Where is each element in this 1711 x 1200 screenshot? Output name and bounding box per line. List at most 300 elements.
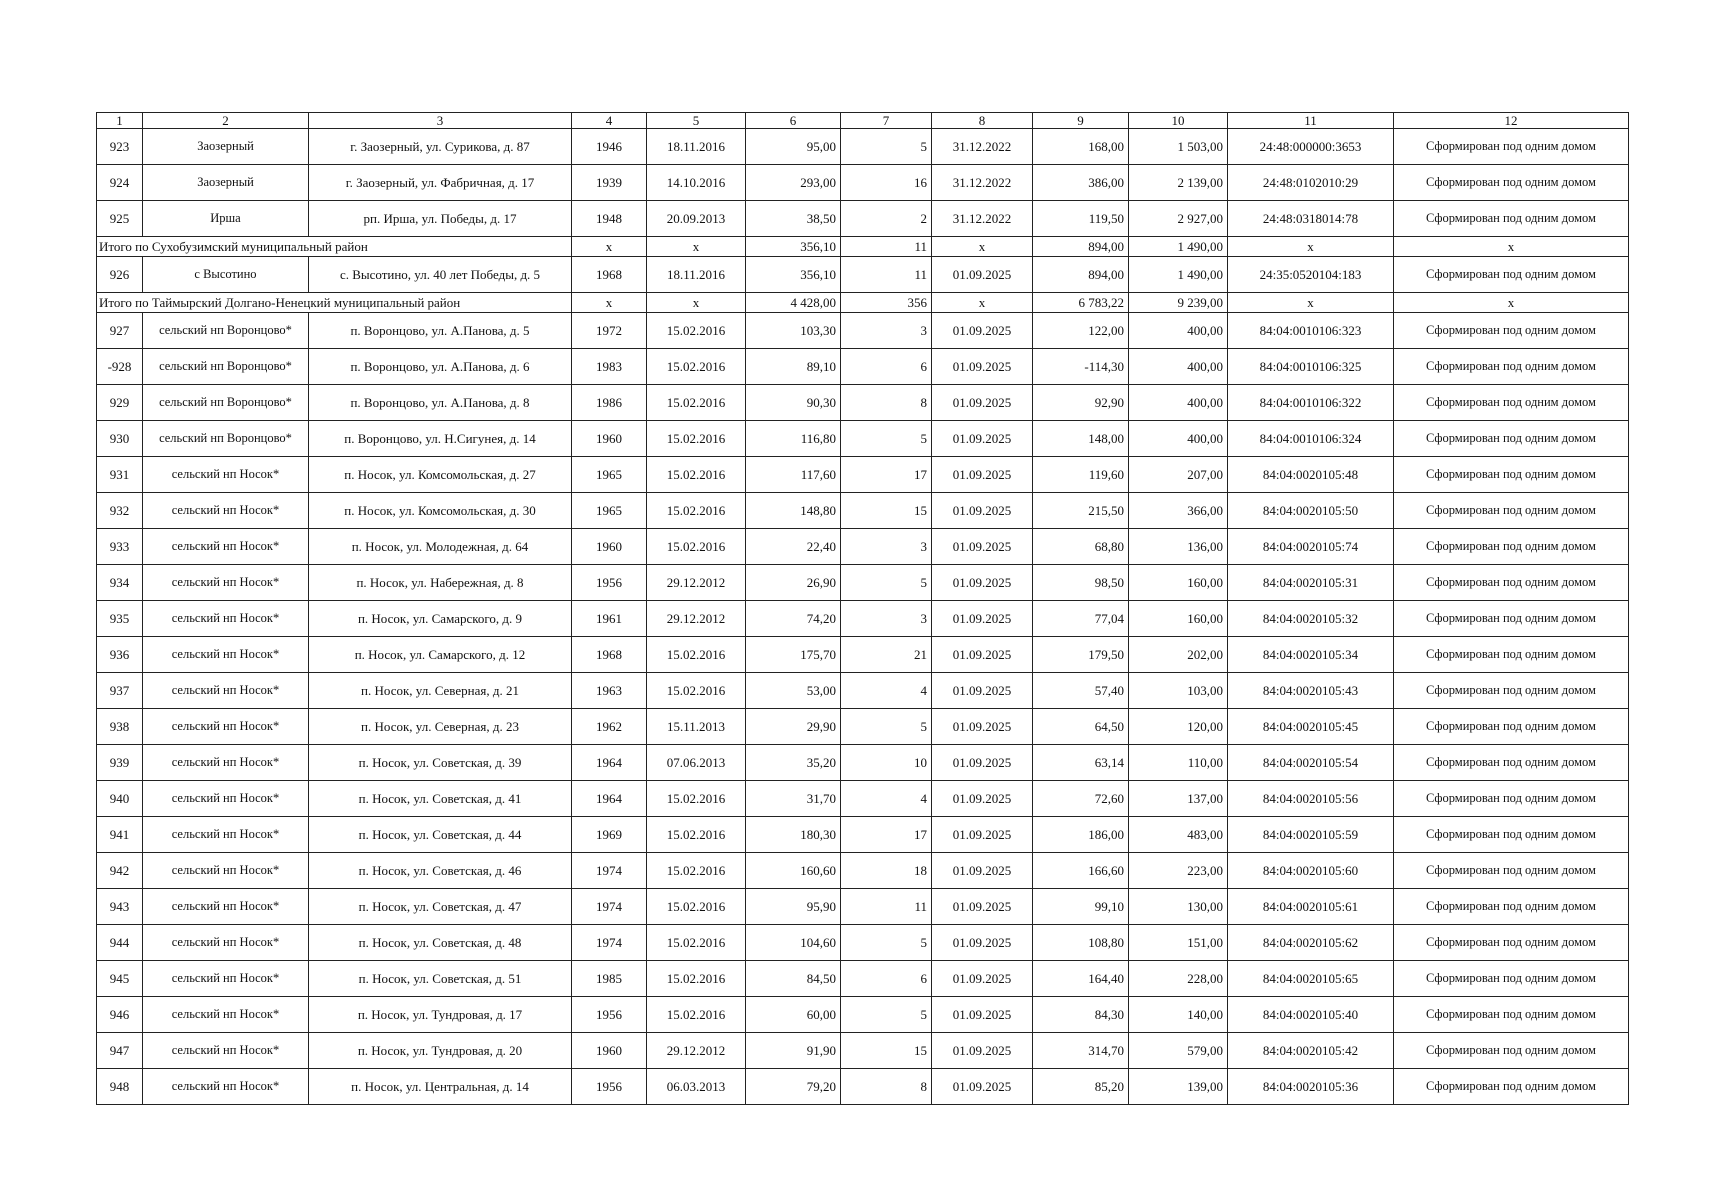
- cell-land-status: Сформирован под одним домом: [1394, 201, 1629, 237]
- cell-count: 16: [841, 165, 932, 201]
- cell-row-number: 946: [97, 997, 143, 1033]
- cell-row-number: 926: [97, 257, 143, 293]
- total-total-label: Итого по Таймырский Долгано-Ненецкий муниципальный район: [97, 293, 572, 313]
- cell-land-status: Сформирован под одним домом: [1394, 349, 1629, 385]
- table-row: [97, 1033, 1629, 1069]
- total-date: x: [647, 237, 746, 257]
- cell-address: п. Носок, ул. Советская, д. 47: [309, 889, 572, 925]
- cell-date: 15.02.2016: [647, 925, 746, 961]
- cell-build-year: 1974: [572, 925, 647, 961]
- column-number-11: 11: [1228, 113, 1394, 129]
- cell-area: 293,00: [746, 165, 841, 201]
- cell-deadline: 31.12.2022: [932, 201, 1033, 237]
- total-row: [97, 293, 1629, 313]
- cell-count: 11: [841, 257, 932, 293]
- cell-land-status: Сформирован под одним домом: [1394, 601, 1629, 637]
- column-number-5: 5: [647, 113, 746, 129]
- cell-row-number: 931: [97, 457, 143, 493]
- cell-area: 160,60: [746, 853, 841, 889]
- cell-row-number: 937: [97, 673, 143, 709]
- cell-build-year: 1985: [572, 961, 647, 997]
- cell-area: 89,10: [746, 349, 841, 385]
- cell-area: 103,30: [746, 313, 841, 349]
- cell-area: 31,70: [746, 781, 841, 817]
- cell-area: 175,70: [746, 637, 841, 673]
- total-cadastral-number: x: [1228, 293, 1394, 313]
- cell-count: 15: [841, 1033, 932, 1069]
- cell-area-total: 215,50: [1033, 493, 1129, 529]
- cell-build-year: 1968: [572, 257, 647, 293]
- cell-land-status: Сформирован под одним домом: [1394, 421, 1629, 457]
- cell-row-number: 933: [97, 529, 143, 565]
- cell-area: 53,00: [746, 673, 841, 709]
- table-row: [97, 853, 1629, 889]
- cell-area-total: 164,40: [1033, 961, 1129, 997]
- cell-area-total: 77,04: [1033, 601, 1129, 637]
- cell-deadline: 01.09.2025: [932, 493, 1033, 529]
- cell-row-number: 947: [97, 1033, 143, 1069]
- cell-deadline: 01.09.2025: [932, 313, 1033, 349]
- cell-amount: 228,00: [1129, 961, 1228, 997]
- cell-land-status: Сформирован под одним домом: [1394, 493, 1629, 529]
- cell-cadastral-number: 84:04:0020105:65: [1228, 961, 1394, 997]
- cell-build-year: 1939: [572, 165, 647, 201]
- cell-land-status: Сформирован под одним домом: [1394, 925, 1629, 961]
- cell-address: п. Носок, ул. Тундровая, д. 17: [309, 997, 572, 1033]
- cell-build-year: 1960: [572, 421, 647, 457]
- cell-deadline: 01.09.2025: [932, 385, 1033, 421]
- cell-land-status: Сформирован под одним домом: [1394, 745, 1629, 781]
- cell-count: 4: [841, 781, 932, 817]
- table-row: [97, 129, 1629, 165]
- cell-row-number: 932: [97, 493, 143, 529]
- cell-build-year: 1956: [572, 565, 647, 601]
- cell-land-status: Сформирован под одним домом: [1394, 565, 1629, 601]
- cell-build-year: 1946: [572, 129, 647, 165]
- cell-row-number: 924: [97, 165, 143, 201]
- cell-settlement: сельский нп Носок*: [143, 637, 309, 673]
- cell-amount: 1 490,00: [1129, 257, 1228, 293]
- cell-address: п. Носок, ул. Советская, д. 44: [309, 817, 572, 853]
- cell-land-status: Сформирован под одним домом: [1394, 1033, 1629, 1069]
- cell-count: 5: [841, 997, 932, 1033]
- cell-area-total: 386,00: [1033, 165, 1129, 201]
- column-number-7: 7: [841, 113, 932, 129]
- cell-count: 5: [841, 709, 932, 745]
- cell-settlement: Заозерный: [143, 165, 309, 201]
- table-row: [97, 997, 1629, 1033]
- cell-deadline: 01.09.2025: [932, 997, 1033, 1033]
- cell-build-year: 1960: [572, 1033, 647, 1069]
- cell-address: п. Носок, ул. Набережная, д. 8: [309, 565, 572, 601]
- cell-settlement: сельский нп Носок*: [143, 961, 309, 997]
- cell-date: 29.12.2012: [647, 1033, 746, 1069]
- cell-settlement: сельский нп Воронцово*: [143, 349, 309, 385]
- table-row: [97, 745, 1629, 781]
- cell-amount: 139,00: [1129, 1069, 1228, 1105]
- cell-count: 17: [841, 457, 932, 493]
- total-deadline: x: [932, 293, 1033, 313]
- cell-build-year: 1986: [572, 385, 647, 421]
- cell-settlement: сельский нп Носок*: [143, 565, 309, 601]
- cell-amount: 1 503,00: [1129, 129, 1228, 165]
- cell-deadline: 01.09.2025: [932, 673, 1033, 709]
- cell-date: 29.12.2012: [647, 565, 746, 601]
- cell-settlement: сельский нп Носок*: [143, 997, 309, 1033]
- cell-settlement: Заозерный: [143, 129, 309, 165]
- cell-count: 11: [841, 889, 932, 925]
- total-land-status: x: [1394, 293, 1629, 313]
- cell-build-year: 1969: [572, 817, 647, 853]
- cell-row-number: 938: [97, 709, 143, 745]
- cell-deadline: 01.09.2025: [932, 817, 1033, 853]
- table-row: [97, 385, 1629, 421]
- cell-area-total: 119,60: [1033, 457, 1129, 493]
- cell-cadastral-number: 84:04:0010106:324: [1228, 421, 1394, 457]
- table-row: [97, 601, 1629, 637]
- cell-land-status: Сформирован под одним домом: [1394, 853, 1629, 889]
- table-row: [97, 961, 1629, 997]
- table-row: [97, 673, 1629, 709]
- cell-date: 18.11.2016: [647, 257, 746, 293]
- cell-settlement: сельский нп Носок*: [143, 1069, 309, 1105]
- cell-build-year: 1963: [572, 673, 647, 709]
- cell-area-total: 119,50: [1033, 201, 1129, 237]
- cell-area: 38,50: [746, 201, 841, 237]
- cell-row-number: 934: [97, 565, 143, 601]
- table-row: [97, 565, 1629, 601]
- cell-address: п. Носок, ул. Самарского, д. 12: [309, 637, 572, 673]
- cell-row-number: 925: [97, 201, 143, 237]
- cell-cadastral-number: 84:04:0020105:59: [1228, 817, 1394, 853]
- cell-amount: 151,00: [1129, 925, 1228, 961]
- cell-land-status: Сформирован под одним домом: [1394, 637, 1629, 673]
- cell-build-year: 1948: [572, 201, 647, 237]
- cell-land-status: Сформирован под одним домом: [1394, 817, 1629, 853]
- cell-count: 15: [841, 493, 932, 529]
- cell-date: 06.03.2013: [647, 1069, 746, 1105]
- cell-area-total: 98,50: [1033, 565, 1129, 601]
- cell-address: п. Воронцово, ул. А.Панова, д. 8: [309, 385, 572, 421]
- cell-build-year: 1983: [572, 349, 647, 385]
- cell-land-status: Сформирован под одним домом: [1394, 781, 1629, 817]
- cell-cadastral-number: 84:04:0020105:42: [1228, 1033, 1394, 1069]
- cell-area: 356,10: [746, 257, 841, 293]
- cell-land-status: Сформирован под одним домом: [1394, 997, 1629, 1033]
- total-area: 356,10: [746, 237, 841, 257]
- cell-address: с. Высотино, ул. 40 лет Победы, д. 5: [309, 257, 572, 293]
- total-land-status: x: [1394, 237, 1629, 257]
- cell-date: 15.02.2016: [647, 997, 746, 1033]
- cell-row-number: 935: [97, 601, 143, 637]
- cell-count: 18: [841, 853, 932, 889]
- cell-cadastral-number: 84:04:0020105:32: [1228, 601, 1394, 637]
- cell-count: 21: [841, 637, 932, 673]
- cell-deadline: 01.09.2025: [932, 709, 1033, 745]
- cell-cadastral-number: 24:48:0318014:78: [1228, 201, 1394, 237]
- cell-settlement: сельский нп Носок*: [143, 745, 309, 781]
- cell-area-total: 894,00: [1033, 257, 1129, 293]
- cell-deadline: 01.09.2025: [932, 1069, 1033, 1105]
- cell-date: 15.02.2016: [647, 853, 746, 889]
- table-row: [97, 709, 1629, 745]
- total-area: 4 428,00: [746, 293, 841, 313]
- cell-area: 148,80: [746, 493, 841, 529]
- cell-land-status: Сформирован под одним домом: [1394, 889, 1629, 925]
- column-number-12: 12: [1394, 113, 1629, 129]
- cell-count: 5: [841, 421, 932, 457]
- header-row: [97, 113, 1629, 129]
- cell-date: 29.12.2012: [647, 601, 746, 637]
- cell-land-status: Сформирован под одним домом: [1394, 709, 1629, 745]
- cell-address: г. Заозерный, ул. Сурикова, д. 87: [309, 129, 572, 165]
- total-count: 11: [841, 237, 932, 257]
- cell-date: 15.02.2016: [647, 817, 746, 853]
- cell-land-status: Сформирован под одним домом: [1394, 673, 1629, 709]
- column-number-10: 10: [1129, 113, 1228, 129]
- cell-area: 104,60: [746, 925, 841, 961]
- cell-count: 2: [841, 201, 932, 237]
- cell-deadline: 01.09.2025: [932, 601, 1033, 637]
- cell-date: 18.11.2016: [647, 129, 746, 165]
- cell-row-number: 929: [97, 385, 143, 421]
- cell-deadline: 01.09.2025: [932, 853, 1033, 889]
- cell-build-year: 1974: [572, 853, 647, 889]
- column-number-6: 6: [746, 113, 841, 129]
- cell-amount: 400,00: [1129, 349, 1228, 385]
- cell-cadastral-number: 24:35:0520104:183: [1228, 257, 1394, 293]
- cell-settlement: сельский нп Носок*: [143, 673, 309, 709]
- cell-land-status: Сформирован под одним домом: [1394, 257, 1629, 293]
- cell-build-year: 1961: [572, 601, 647, 637]
- cell-amount: 2 139,00: [1129, 165, 1228, 201]
- cell-build-year: 1956: [572, 997, 647, 1033]
- cell-deadline: 01.09.2025: [932, 349, 1033, 385]
- column-number-9: 9: [1033, 113, 1129, 129]
- total-count: 356: [841, 293, 932, 313]
- cell-area-total: 122,00: [1033, 313, 1129, 349]
- cell-deadline: 01.09.2025: [932, 889, 1033, 925]
- cell-area-total: 166,60: [1033, 853, 1129, 889]
- cell-amount: 207,00: [1129, 457, 1228, 493]
- cell-cadastral-number: 84:04:0020105:40: [1228, 997, 1394, 1033]
- cell-area-total: 85,20: [1033, 1069, 1129, 1105]
- cell-deadline: 01.09.2025: [932, 781, 1033, 817]
- table-row: [97, 457, 1629, 493]
- cell-cadastral-number: 24:48:000000:3653: [1228, 129, 1394, 165]
- table-row: [97, 889, 1629, 925]
- cell-amount: 400,00: [1129, 313, 1228, 349]
- total-amount: 9 239,00: [1129, 293, 1228, 313]
- cell-amount: 137,00: [1129, 781, 1228, 817]
- cell-cadastral-number: 84:04:0010106:325: [1228, 349, 1394, 385]
- cell-count: 5: [841, 129, 932, 165]
- cell-area-total: 314,70: [1033, 1033, 1129, 1069]
- cell-count: 6: [841, 349, 932, 385]
- total-build-year: x: [572, 293, 647, 313]
- cell-cadastral-number: 24:48:0102010:29: [1228, 165, 1394, 201]
- cell-address: п. Носок, ул. Советская, д. 41: [309, 781, 572, 817]
- cell-settlement: с Высотино: [143, 257, 309, 293]
- cell-cadastral-number: 84:04:0020105:36: [1228, 1069, 1394, 1105]
- cell-date: 15.02.2016: [647, 457, 746, 493]
- cell-area-total: 63,14: [1033, 745, 1129, 781]
- cell-row-number: 941: [97, 817, 143, 853]
- cell-address: рп. Ирша, ул. Победы, д. 17: [309, 201, 572, 237]
- total-area-total: 894,00: [1033, 237, 1129, 257]
- cell-row-number: 930: [97, 421, 143, 457]
- cell-area: 95,90: [746, 889, 841, 925]
- cell-settlement: сельский нп Носок*: [143, 1033, 309, 1069]
- cell-amount: 110,00: [1129, 745, 1228, 781]
- cell-cadastral-number: 84:04:0010106:323: [1228, 313, 1394, 349]
- cell-cadastral-number: 84:04:0020105:61: [1228, 889, 1394, 925]
- cell-area: 29,90: [746, 709, 841, 745]
- cell-land-status: Сформирован под одним домом: [1394, 529, 1629, 565]
- cell-row-number: 927: [97, 313, 143, 349]
- cell-settlement: сельский нп Носок*: [143, 493, 309, 529]
- cell-settlement: сельский нп Воронцово*: [143, 313, 309, 349]
- cell-build-year: 1965: [572, 457, 647, 493]
- cell-deadline: 31.12.2022: [932, 129, 1033, 165]
- cell-cadastral-number: 84:04:0020105:34: [1228, 637, 1394, 673]
- cell-count: 5: [841, 565, 932, 601]
- cell-area-total: 99,10: [1033, 889, 1129, 925]
- total-deadline: x: [932, 237, 1033, 257]
- cell-deadline: 01.09.2025: [932, 1033, 1033, 1069]
- cell-address: п. Носок, ул. Молодежная, д. 64: [309, 529, 572, 565]
- cell-land-status: Сформирован под одним домом: [1394, 129, 1629, 165]
- table-row: [97, 313, 1629, 349]
- cell-amount: 202,00: [1129, 637, 1228, 673]
- cell-settlement: сельский нп Носок*: [143, 601, 309, 637]
- table-row: [97, 349, 1629, 385]
- cell-area-total: 168,00: [1033, 129, 1129, 165]
- cell-area: 35,20: [746, 745, 841, 781]
- cell-area: 74,20: [746, 601, 841, 637]
- cell-address: п. Носок, ул. Советская, д. 46: [309, 853, 572, 889]
- cell-settlement: сельский нп Воронцово*: [143, 421, 309, 457]
- table-row: [97, 257, 1629, 293]
- cell-settlement: сельский нп Носок*: [143, 457, 309, 493]
- cell-cadastral-number: 84:04:0020105:50: [1228, 493, 1394, 529]
- cell-amount: 366,00: [1129, 493, 1228, 529]
- cell-area-total: 108,80: [1033, 925, 1129, 961]
- cell-row-number: 936: [97, 637, 143, 673]
- total-date: x: [647, 293, 746, 313]
- cell-settlement: сельский нп Носок*: [143, 781, 309, 817]
- cell-amount: 136,00: [1129, 529, 1228, 565]
- cell-build-year: 1972: [572, 313, 647, 349]
- cell-deadline: 31.12.2022: [932, 165, 1033, 201]
- cell-date: 15.02.2016: [647, 961, 746, 997]
- cell-row-number: 945: [97, 961, 143, 997]
- cell-count: 3: [841, 529, 932, 565]
- cell-area-total: 92,90: [1033, 385, 1129, 421]
- cell-address: п. Носок, ул. Тундровая, д. 20: [309, 1033, 572, 1069]
- cell-address: п. Носок, ул. Центральная, д. 14: [309, 1069, 572, 1105]
- cell-deadline: 01.09.2025: [932, 925, 1033, 961]
- cell-deadline: 01.09.2025: [932, 745, 1033, 781]
- total-row: [97, 237, 1629, 257]
- column-number-8: 8: [932, 113, 1033, 129]
- cell-amount: 483,00: [1129, 817, 1228, 853]
- cell-settlement: сельский нп Воронцово*: [143, 385, 309, 421]
- cell-settlement: сельский нп Носок*: [143, 853, 309, 889]
- cell-date: 07.06.2013: [647, 745, 746, 781]
- total-total-label: Итого по Сухобузимский муниципальный район: [97, 237, 572, 257]
- table-row: [97, 1069, 1629, 1105]
- cell-amount: 160,00: [1129, 601, 1228, 637]
- table-row: [97, 201, 1629, 237]
- cell-address: п. Воронцово, ул. Н.Сигунея, д. 14: [309, 421, 572, 457]
- cell-build-year: 1962: [572, 709, 647, 745]
- cell-address: г. Заозерный, ул. Фабричная, д. 17: [309, 165, 572, 201]
- cell-area: 90,30: [746, 385, 841, 421]
- cell-cadastral-number: 84:04:0010106:322: [1228, 385, 1394, 421]
- cell-area-total: 179,50: [1033, 637, 1129, 673]
- cell-settlement: Ирша: [143, 201, 309, 237]
- total-amount: 1 490,00: [1129, 237, 1228, 257]
- cell-row-number: 948: [97, 1069, 143, 1105]
- cell-amount: 579,00: [1129, 1033, 1228, 1069]
- cell-address: п. Носок, ул. Комсомольская, д. 27: [309, 457, 572, 493]
- cell-row-number: 939: [97, 745, 143, 781]
- cell-cadastral-number: 84:04:0020105:60: [1228, 853, 1394, 889]
- cell-date: 15.11.2013: [647, 709, 746, 745]
- table-row: [97, 637, 1629, 673]
- table-row: [97, 493, 1629, 529]
- cell-date: 20.09.2013: [647, 201, 746, 237]
- cell-area: 116,80: [746, 421, 841, 457]
- total-build-year: x: [572, 237, 647, 257]
- cell-area: 79,20: [746, 1069, 841, 1105]
- cell-date: 15.02.2016: [647, 529, 746, 565]
- column-number-1: 1: [97, 113, 143, 129]
- cell-date: 15.02.2016: [647, 385, 746, 421]
- cell-land-status: Сформирован под одним домом: [1394, 961, 1629, 997]
- cell-area-total: 84,30: [1033, 997, 1129, 1033]
- table-row: [97, 817, 1629, 853]
- cell-amount: 120,00: [1129, 709, 1228, 745]
- cell-count: 3: [841, 601, 932, 637]
- cell-cadastral-number: 84:04:0020105:74: [1228, 529, 1394, 565]
- cell-land-status: Сформирован под одним домом: [1394, 313, 1629, 349]
- cell-area: 84,50: [746, 961, 841, 997]
- cell-area-total: 64,50: [1033, 709, 1129, 745]
- cell-date: 15.02.2016: [647, 889, 746, 925]
- cell-settlement: сельский нп Носок*: [143, 889, 309, 925]
- cell-area-total: 148,00: [1033, 421, 1129, 457]
- cell-land-status: Сформирован под одним домом: [1394, 165, 1629, 201]
- cell-amount: 160,00: [1129, 565, 1228, 601]
- cell-address: п. Носок, ул. Комсомольская, д. 30: [309, 493, 572, 529]
- total-cadastral-number: x: [1228, 237, 1394, 257]
- cell-amount: 223,00: [1129, 853, 1228, 889]
- cell-area: 60,00: [746, 997, 841, 1033]
- cell-area-total: 72,60: [1033, 781, 1129, 817]
- cell-area: 180,30: [746, 817, 841, 853]
- cell-date: 15.02.2016: [647, 349, 746, 385]
- table-row: [97, 165, 1629, 201]
- cell-row-number: 944: [97, 925, 143, 961]
- cell-address: п. Воронцово, ул. А.Панова, д. 5: [309, 313, 572, 349]
- column-number-3: 3: [309, 113, 572, 129]
- cell-address: п. Носок, ул. Советская, д. 39: [309, 745, 572, 781]
- cell-count: 17: [841, 817, 932, 853]
- cell-area-total: 186,00: [1033, 817, 1129, 853]
- cell-date: 15.02.2016: [647, 493, 746, 529]
